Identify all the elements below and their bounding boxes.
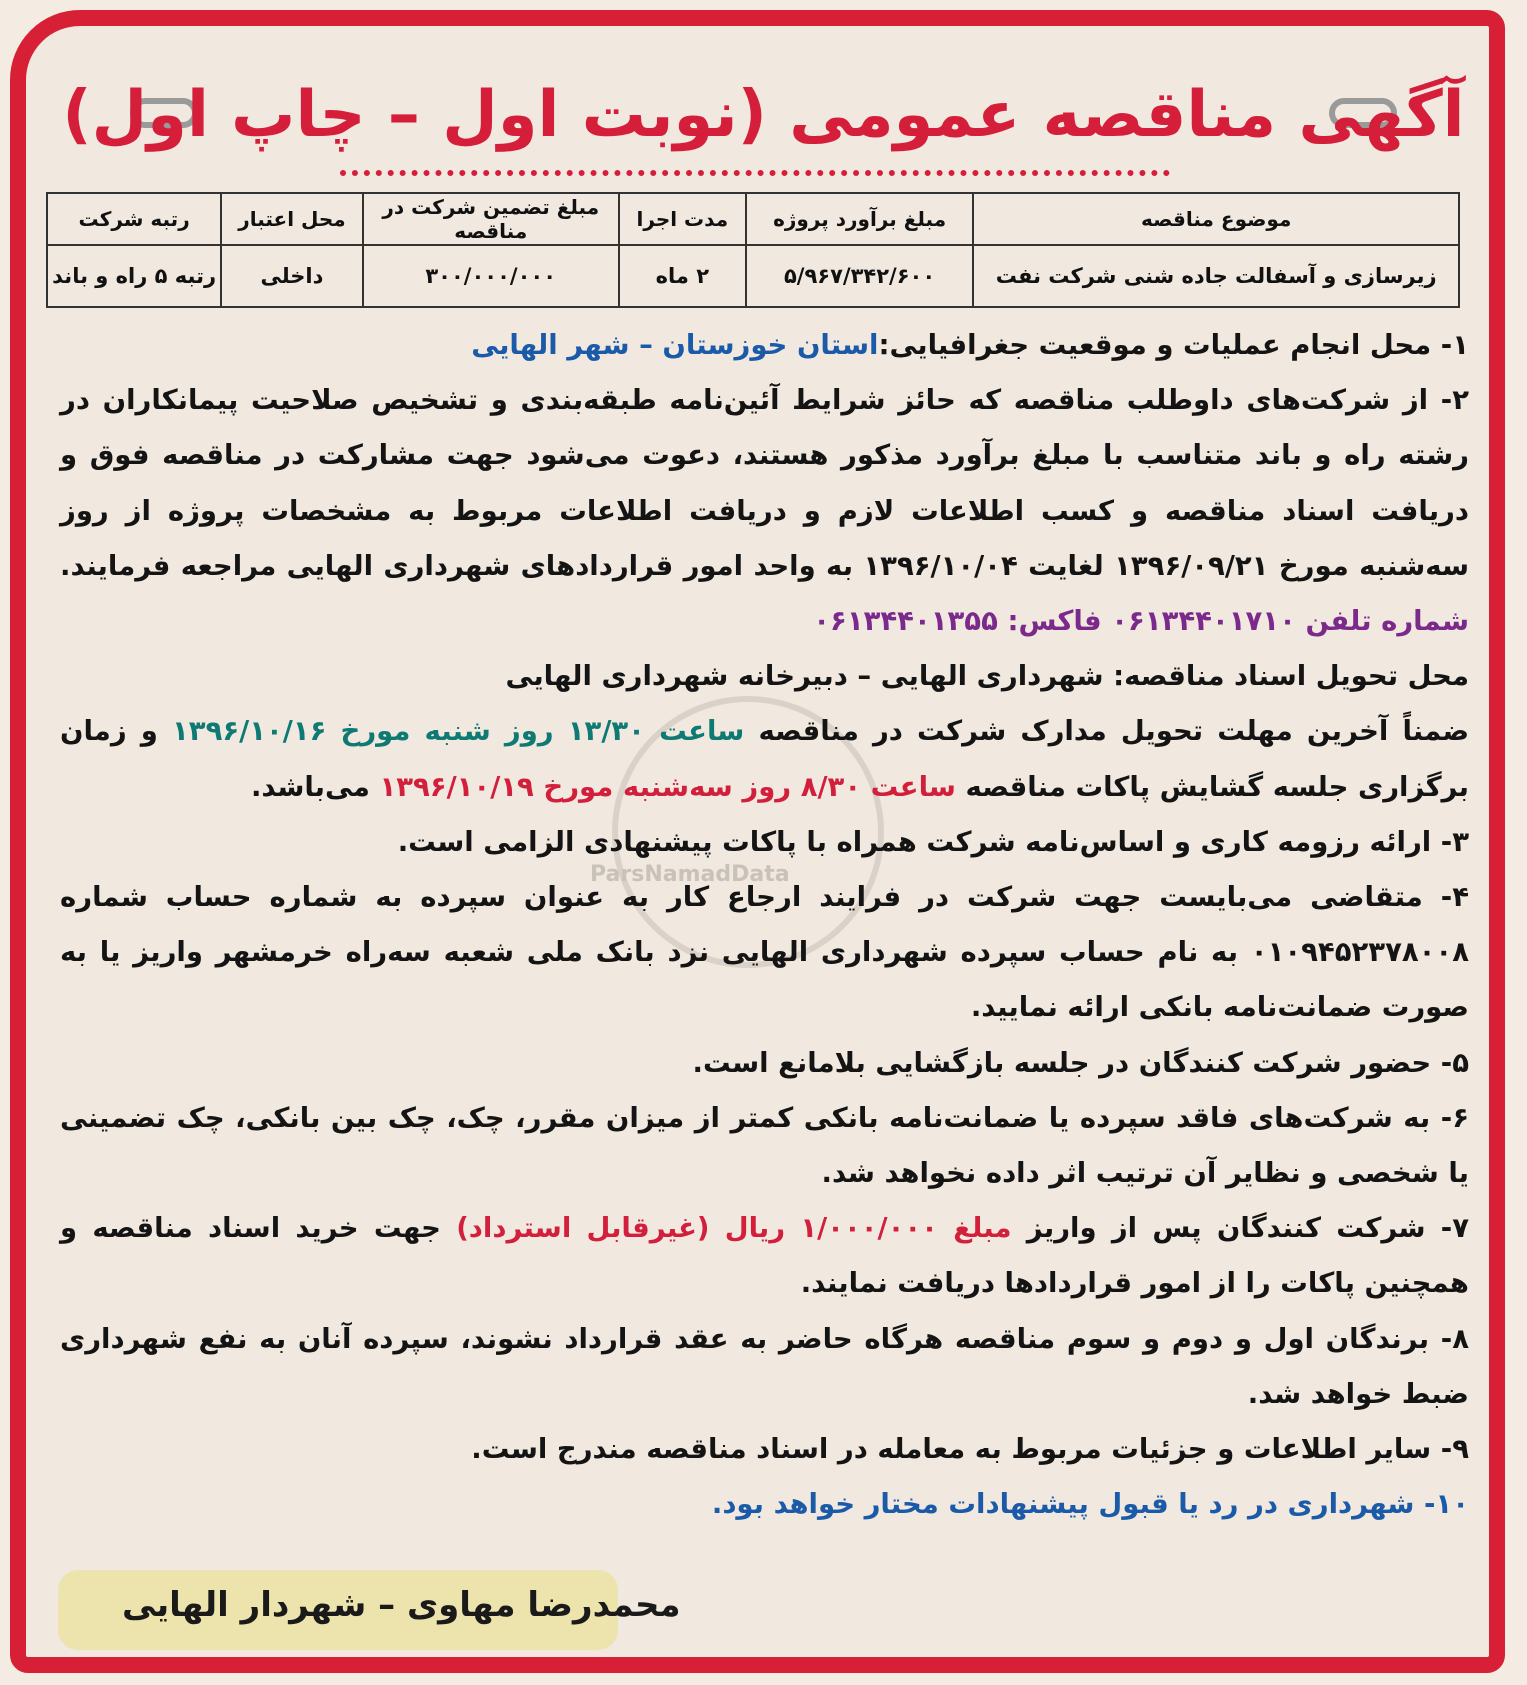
deadline-mid: و زمان برگزاری جلسه گشایش پاکات مناقصه	[60, 715, 1469, 803]
item-1	[60, 318, 1469, 373]
deadline-pre: ضمناً آخرین مهلت تحویل مدارک شرکت در مناقصه	[758, 715, 1470, 748]
item-7-post: جهت خرید اسناد مناقصه و همچنین پاکات را از امور قراردادها دریافت نمایند.	[60, 1212, 1469, 1300]
item-8: ۸- برندگان اول و دوم و سوم مناقصه هرگاه حاضر به عقد قرارداد نشوند، سپرده آنان به نفع شهرداری ضبط خواهد شد.	[60, 1322, 1469, 1410]
item-3: ۳- ارائه رزومه کاری و اساس‌نامه شرکت همراه با پاکات پیشنهادی الزامی است.	[397, 825, 1469, 858]
title-divider	[340, 170, 1170, 176]
cell-duration: ۲ ماه	[619, 245, 746, 307]
item-2	[60, 373, 1469, 649]
header-funding: محل اعتبار	[221, 193, 362, 245]
item-5: ۵- حضور شرکت کنندگان در جلسه بازگشایی بلامانع است.	[692, 1046, 1469, 1079]
opening-date: ساعت ۸/۳۰ روز سه‌شنبه مورخ ۱۳۹۶/۱۰/۱۹	[379, 770, 956, 803]
table-row	[47, 245, 1459, 307]
deadline-date: ساعت ۱۳/۳۰ روز شنبه مورخ ۱۳۹۶/۱۰/۱۶	[172, 715, 745, 748]
cell-funding: داخلی	[221, 245, 362, 307]
header-estimate: مبلغ برآورد پروژه	[746, 193, 973, 245]
cell-subject: زیرسازی و آسفالت جاده شنی شرکت نفت	[973, 245, 1459, 307]
item-7-pre: ۷- شرکت کنندگان پس از واریز	[1026, 1212, 1470, 1245]
cell-estimate: ۵/۹۶۷/۳۴۲/۶۰۰	[746, 245, 973, 307]
contact-phone: شماره تلفن ۰۶۱۳۴۴۰۱۷۱۰ فاکس: ۰۶۱۳۴۴۰۱۳۵۵	[813, 605, 1469, 638]
header-grade: رتبه شرکت	[47, 193, 221, 245]
item-7	[60, 1201, 1469, 1311]
notice-title: آگهی مناقصه عمومی (نوبت اول – چاپ اول)	[62, 78, 1465, 152]
watermark-text: ParsNamadData	[590, 862, 790, 887]
delivery-place: محل تحویل اسناد مناقصه: شهرداری الهایی – دبیرخانه شهرداری الهایی	[505, 660, 1469, 693]
deadline-paragraph	[60, 704, 1469, 814]
item-10: ۱۰- شهرداری در رد یا قبول پیشنهادات مختار خواهد بود.	[711, 1488, 1469, 1521]
item-4: ۴- متقاضی می‌بایست جهت شرکت در فرایند ارجاع کار به عنوان سپرده به شماره حساب شماره ۰۱۰۹۴۵۲۳۷۸۰۰۸ به نام حساب سپرده شهرداری الهایی نزد بانک ملی شعبه سه‌راه خرمشهر واریز یا به صورت ضمانت‌نامه بانکی ارائه نمایید.	[60, 881, 1469, 1024]
header-subject: موضوع مناقصه	[973, 193, 1459, 245]
tender-table	[46, 192, 1460, 308]
cell-guarantee: ۳۰۰/۰۰۰/۰۰۰	[363, 245, 619, 307]
table-header-row	[47, 193, 1459, 245]
signature: محمدرضا مهاوی – شهردار الهایی	[122, 1585, 681, 1625]
item-1-label: ۱- محل انجام عملیات و موقعیت جغرافیایی:	[878, 329, 1469, 361]
deadline-post: می‌باشد.	[250, 770, 370, 803]
item-6: ۶- به شرکت‌های فاقد سپرده یا ضمانت‌نامه بانکی کمتر از میزان مقرر، چک، چک بین بانکی، چک تضمینی یا شخصی و نظایر آن ترتیب اثر داده نخواهد شد.	[60, 1101, 1469, 1190]
item-1-location: استان خوزستان – شهر الهایی	[471, 329, 879, 361]
item-9: ۹- سایر اطلاعات و جزئیات مربوط به معامله در اسناد مناقصه مندرج است.	[471, 1433, 1469, 1466]
item-7-fee: مبلغ ۱/۰۰۰/۰۰۰ ریال (غیرقابل استرداد)	[456, 1212, 1012, 1245]
cell-grade: رتبه ۵ راه و باند	[47, 245, 221, 307]
notice-body	[60, 318, 1469, 1532]
header-duration: مدت اجرا	[619, 193, 746, 245]
header-guarantee: مبلغ تضمین شرکت در مناقصه	[363, 193, 619, 245]
item-2-text: ۲- از شرکت‌های داوطلب مناقصه که حائز شرایط آئین‌نامه طبقه‌بندی و تشخیص صلاحیت پیمانکاران در رشته راه و باند متناسب با مبلغ برآورد مذکور هستند، دعوت می‌شود جهت مشارکت در مناقصه فوق و دریافت اسناد مناقصه و کسب اطلاعات لازم و دریافت اطلاعات مربوط به مشخصات پروژه از روز سه‌شنبه مورخ ۱۳۹۶/۰۹/۲۱ لغایت ۱۳۹۶/۱۰/۰۴ به واحد امور قراردادهای شهرداری الهایی مراجعه فرمایند.	[60, 384, 1469, 582]
